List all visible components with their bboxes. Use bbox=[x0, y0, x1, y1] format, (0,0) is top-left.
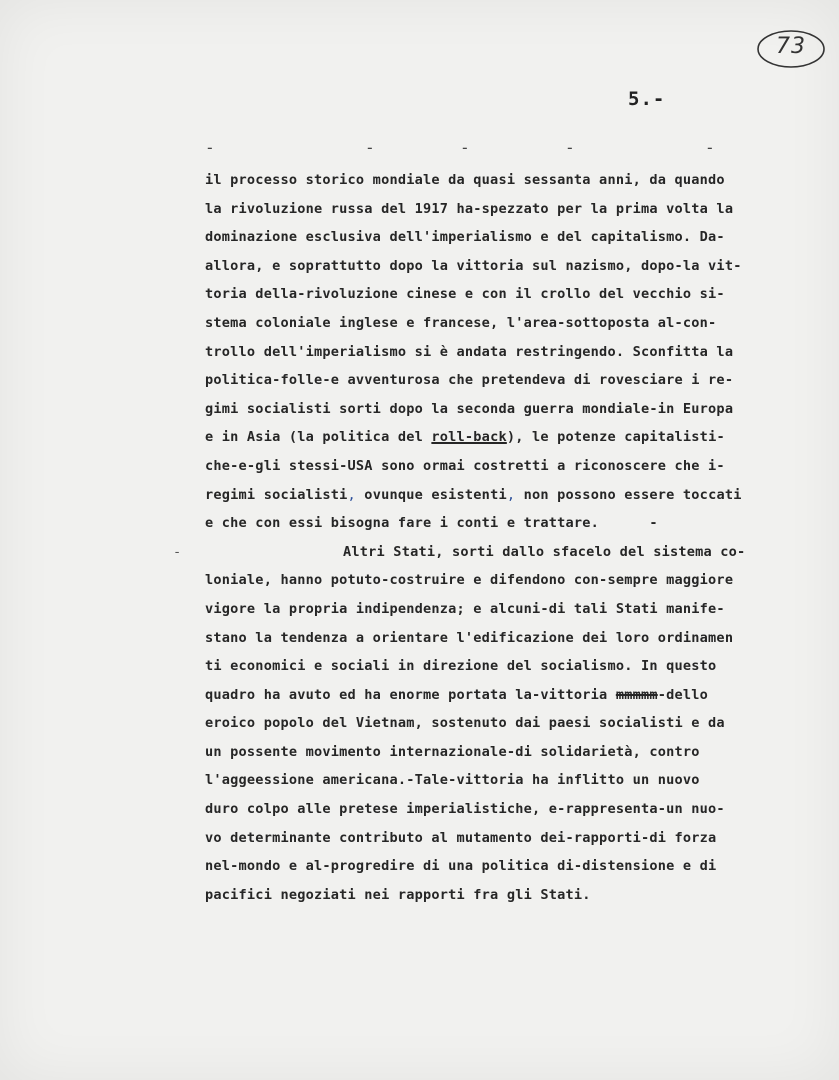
text-line: toria della-rivoluzione cinese e con il crollo del vecchio si- bbox=[205, 286, 725, 303]
text-line: vo determinante contributo al mutamento dei-rapporti-di forza bbox=[205, 829, 717, 846]
text-line: il processo storico mondiale da quasi sessanta anni, da quando bbox=[205, 172, 725, 188]
dash-mark: - bbox=[460, 138, 470, 157]
dash-mark: - bbox=[705, 138, 715, 157]
pen-comma-mark: , bbox=[347, 486, 356, 503]
text-line: dominazione esclusiva dell'imperialismo e del capitalismo. Da- bbox=[205, 229, 725, 246]
text-line: vigore la propria indipendenza; e alcuni-di tali Stati manife- bbox=[205, 600, 725, 617]
text-fragment: ), le potenze capitalisti- bbox=[506, 429, 725, 446]
text-line: l'aggeessione americana.-Tale-vittoria ha inflitto un nuovo bbox=[205, 772, 700, 789]
text-line: stema coloniale inglese e francese, l'area-sottoposta al-con- bbox=[205, 314, 717, 331]
text-fragment: Altri Stati, sorti dallo sfacelo del sistema co- bbox=[343, 543, 746, 560]
lead-dash: - bbox=[173, 543, 182, 560]
text-line: ti economici e sociali in direzione del socialismo. In questo bbox=[205, 658, 717, 675]
text-fragment: e in Asia (la politica del bbox=[205, 429, 432, 446]
text-line: trollo dell'imperialismo si è andata restringendo. Sconfitta la bbox=[205, 343, 734, 360]
text-line: eroico popolo del Vietnam, sostenuto dai paesi socialisti e da bbox=[205, 715, 725, 732]
paragraph-first-line bbox=[173, 538, 825, 567]
text-line: loniale, hanno potuto-costruire e difendono con-sempre maggiore bbox=[205, 572, 734, 589]
folio-circle bbox=[755, 28, 827, 70]
text-line bbox=[205, 481, 825, 510]
folio-number: 73 bbox=[776, 34, 806, 59]
pen-comma-mark: , bbox=[506, 486, 516, 503]
text-line: politica-folle-e avventurosa che pretendeva di rovesciare i re- bbox=[205, 372, 734, 389]
text-line: e che con essi bisogna fare i conti e trattare. - bbox=[205, 515, 658, 532]
text-line: allora, e soprattutto dopo la vittoria sul nazismo, dopo-la vit- bbox=[205, 257, 742, 274]
text-line: pacifici negoziati nei rapporti fra gli Stati. bbox=[205, 886, 591, 903]
text-line: nel-mondo e al-progredire di una politica di-distensione e di bbox=[205, 858, 717, 875]
typed-body-text bbox=[173, 166, 825, 909]
dash-mark: - bbox=[365, 138, 375, 157]
text-fragment: quadro ha avuto ed ha enorme portata la-vittoria bbox=[205, 686, 616, 703]
text-line: la rivoluzione russa del 1917 ha-spezzato per la prima volta la bbox=[205, 200, 734, 217]
text-line: duro colpo alle pretese imperialistiche, e-rappresenta-un nuo- bbox=[205, 801, 725, 818]
dash-row bbox=[205, 138, 725, 158]
text-fragment: -dello bbox=[657, 686, 709, 703]
text-line bbox=[205, 423, 825, 452]
dash-mark: - bbox=[205, 138, 215, 157]
dash-mark: - bbox=[565, 138, 575, 157]
struck-out-word: mmmmm bbox=[615, 686, 658, 703]
page-number: 5.- bbox=[628, 88, 666, 110]
text-fragment: ovunque esistenti bbox=[355, 486, 507, 503]
text-line: che-e-gli stessi-USA sono ormai costretti a riconoscere che i- bbox=[205, 457, 725, 474]
text-line: un possente movimento internazionale-di solidarietà, contro bbox=[205, 743, 700, 760]
text-fragment: non possono essere toccati bbox=[515, 486, 742, 503]
text-line: gimi socialisti sorti dopo la seconda guerra mondiale-in Europa bbox=[205, 400, 734, 417]
text-line: stano la tendenza a orientare l'edificazione dei loro ordinamen bbox=[205, 629, 734, 646]
text-line bbox=[205, 681, 825, 710]
text-fragment: regimi socialisti bbox=[205, 486, 348, 503]
underlined-term: roll-back bbox=[431, 429, 507, 446]
